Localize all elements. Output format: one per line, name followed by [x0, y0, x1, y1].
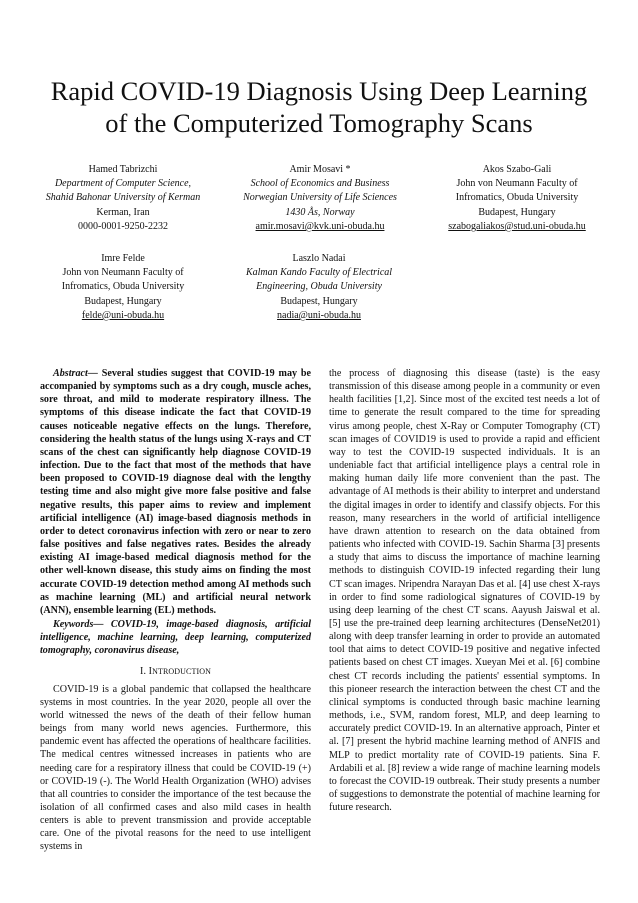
author-location: Kerman, Iran — [96, 206, 150, 218]
keywords — [40, 618, 311, 657]
author-affiliation: Norwegian University of Life Sciences — [243, 192, 397, 204]
title-line-1: Rapid COVID-19 Diagnosis Using Deep Learning — [50, 76, 588, 106]
keywords-text: COVID-19, image-based diagnosis, artificial intelligence, machine learning, deep learning, computerized tomography, coronavirus disease, — [40, 618, 311, 657]
author-name: Hamed Tabrizchi — [88, 164, 158, 175]
abstract — [40, 367, 311, 617]
author-name: Amir Mosavi * — [289, 164, 351, 175]
author-name: Imre Felde — [101, 253, 145, 264]
author-email-link[interactable]: nadia@uni-obuda.hu — [277, 309, 361, 321]
left-column — [40, 367, 311, 854]
paper-title — [40, 75, 598, 139]
abstract-lead: Abstract— — [53, 368, 98, 379]
author-email-link[interactable]: amir.mosavi@kvk.uni-obuda.hu — [255, 220, 385, 232]
author-name: Laszlo Nadai — [292, 253, 346, 264]
abstract-text: Several studies suggest that COVID-19 may be accompanied by symptoms such as a dry cough, muscle aches, sore throat, and mild to moderate respiratory illness. The symptoms of this disease indicate the fact that COVID-19 causes noticeable negative effects on the lungs. Therefore, considering the health status of the lungs using X-rays and CT scans of the chest can significantly help diagnose COVID-19 infection. Due to the fact that most of the methods that have been proposed to COVID-19 diagnose deal with the lengthy testing time and also might give more false positive and false negative results, this paper aims to review and implement artificial intelligence (AI) image-based diagnosis methods in order to detect coronavirus infection with zero or near to zero false positives and false negatives rates. Besides the already existing AI image-based medical diagnosis method for the other well-known disease, this study aims on finding the most accurate COVID-19 detection method among AI methods such as machine learning (ML) and artificial neural network (ANN), ensemble learning (EL) methods. — [40, 368, 311, 616]
author-affiliation: Engineering, Obuda University — [256, 281, 382, 293]
author-affiliation: Kalman Kando Faculty of Electrical — [245, 267, 393, 279]
section-title-initial: I — [148, 666, 153, 678]
section-title-rest: NTRODUCTION — [152, 667, 211, 677]
intro-paragraph-1: COVID-19 is a global pandemic that collapsed the healthcare systems in most countries. In the year 2020, people all over the world witnessed the news of the death of their fellow human beings from many world news agencies. Furthermore, this pandemic event has affected the operations of healthcare facilities. The medical centres witnessed increases in patients who are needing care for a respiratory illness that could be COVID-19 (+) or COVID-19 (-). The World Health Organization (WHO) advises that all countries to consider the importance of the test because the isolation of all confirmed cases and also mild cases in health centers is able to prevent transmission and provide acceptable care. One of the pivotal reasons for the need to use intelligent systems in — [40, 683, 311, 853]
author-name: Akos Szabo-Gali — [482, 164, 552, 175]
author-affiliation: School of Economics and Business — [250, 178, 390, 190]
author-affiliation: Infromatics, Obuda University — [61, 281, 185, 293]
author-affiliation: John von Neumann Faculty of — [62, 267, 184, 279]
author-affiliation: Infromatics, Obuda University — [455, 192, 579, 204]
author-affiliation: John von Neumann Faculty of — [456, 178, 578, 190]
author-row-2 — [25, 252, 615, 323]
author-location: Budapest, Hungary — [280, 295, 358, 307]
author-affiliation: Department of Computer Science, — [54, 178, 192, 190]
author-row-1 — [25, 163, 615, 234]
author-email-link[interactable]: felde@uni-obuda.hu — [81, 309, 165, 321]
author-location: Budapest, Hungary — [478, 206, 556, 218]
author-orcid: 0000-0001-9250-2232 — [78, 220, 168, 232]
author-block — [25, 252, 221, 323]
section-number: I. — [140, 666, 147, 678]
author-location: 1430 Ås, Norway — [285, 206, 355, 218]
author-block — [419, 163, 615, 234]
section-heading — [40, 665, 311, 678]
author-block — [25, 163, 221, 234]
title-line-2: of the Computerized Tomography Scans — [105, 108, 533, 138]
author-block — [222, 163, 418, 234]
author-block — [221, 252, 417, 323]
intro-paragraph-1-continued: the process of diagnosing this disease (taste) is the easy transmission of this disease among people in a community or even health facilities [1,2]. Since most of the excited test needs a lot of time to generate the result compared to the time for spreading virus among people, chest X-Ray or Computer Tomography (CT) scan images of COVID19 is used to provide a rapid and efficient way to test the COVID-19 suspected individuals. It is an undeniable fact that artificial intelligence plays a central role in making human daily life more convenient than the past. The advantage of AI methods is their ability to interpret and understand the digital images in order to identify and classify objects. For this reason, many researchers in the world of artificial intelligence have drawn attention to research on the data obtained from patients who infected with COVID-19. Sachin Sharma [3] presents a study that aims to discuss the importance of machine learning methods to distinguish COVID-19 infected regarding their lung CT scan images. Nripendra Narayan Das et al. [4] use chest X-rays in order to find some radiological signatures of COVID-19 by using deep learning of the chest CT scans. Aayush Jaiswal et al. [5] use the pre-trained deep learning architectures (DenseNet201) along with deep transfer learning in order to provide an automated tool that aims to detect COVID-19 positive and negative infected patients based on chest CT images. Xueyan Mei et al. [6] combine chest CT records including the patients' essential symptoms. In this pioneer research the interaction between the chest CT and the clinical symptoms is conducted through basic machine learning methods, i.e., SVM, random forest, MLP, and deep learning to accurately predict COVID-19. In an alternative approach, Pinter et al. [7] present the hybrid machine learning method of ANFIS and MLP to predict mortality rate of COVID-19 patients. Sina F. Ardabili et al. [8] review a wide range of machine learning models to forecast the COVID-19 outbreak. Their study presents a number of suggestions to demonstrate the potential of machine learning for future research. — [329, 368, 600, 814]
right-column — [329, 367, 600, 814]
author-email-link[interactable]: szabogaliakos@stud.uni-obuda.hu — [448, 220, 586, 232]
author-affiliation: Shahid Bahonar University of Kerman — [45, 192, 201, 204]
keywords-lead: Keywords— — [53, 618, 104, 630]
author-location: Budapest, Hungary — [84, 295, 162, 307]
